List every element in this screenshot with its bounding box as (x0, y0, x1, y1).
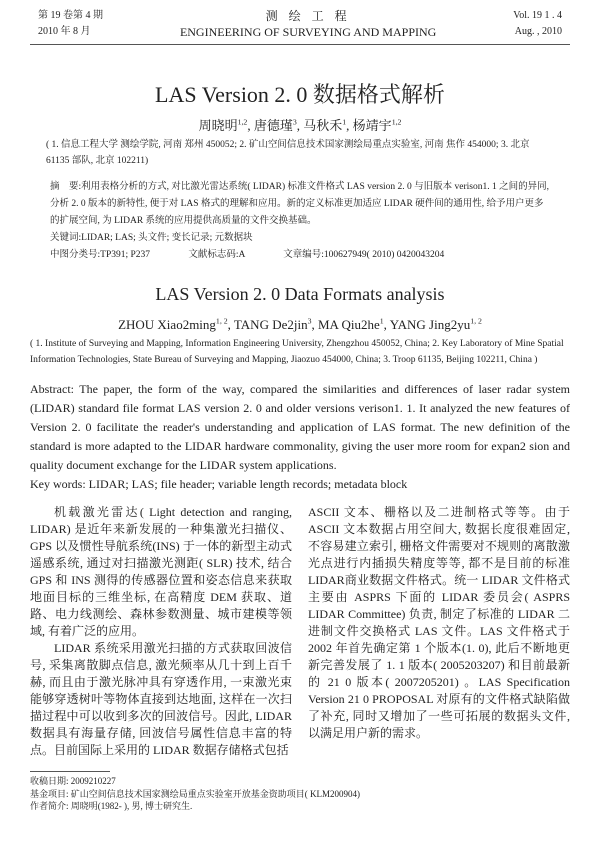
keywords-label: 关键词: (50, 233, 82, 243)
paragraph: ASCII 文本、栅格以及二进制格式等等。由于 ASCII 文本数据占用空间大, 数据长度很难固定, 不容易建立索引, 栅格文件需要对不规则的离散激光点进行内插损失精度等等, 都不是目前的标准 LIDAR商业数据文件格式。统一 LIDAR 文件格式主要由 ASPRS 下面的 LIDAR 委员会( ASPRS LIDAR Committee) 负责, 制定了标准的 LIDAR 二进制文件交换格式 LAS 文件。LAS 文件格式于 2002 年首先确定第 1 个版本(1. 0), 此后不断地更新完善发展了 1. 1 版本( 2005203207) 和目前最新的 21 0 版本( 2007205201) 。LAS Specification Version 21 0 PROPOSAL 对原有的文件格式缺陷做了补充, 同时又增加了一些可拓展的数据头文件, 以满足用户新的需求。 (308, 505, 570, 740)
date-cn: 2010 年 8 月 (38, 26, 91, 37)
funding: 基金项目: 矿山空间信息技术国家测绘局重点实验室开放基金资助项目( KLM200904) (30, 788, 360, 799)
abstract-label: Abstract: (30, 382, 74, 396)
author-bio: 作者简介: 周晓明(1982- ), 男, 博士研究生. (30, 801, 193, 811)
paragraph: LIDAR 系统采用激光扫描的方式获取回波信号, 采集离散脚点信息, 激光频率从几十到上百千赫, 而且由于激光脉冲具有穿透作用, 一束激光束能够穿透树叶等物体直接到达地面, 这样在一次扫描过程中可以收到多次的回波信号。因此, LIDAR 数据具有海量存储, 回波信号属性信息丰富的特点。目前国际上采用的 LIDAR 数据存储格式包括 (30, 641, 292, 757)
author: 马秋禾 (303, 118, 343, 133)
author-sup: 3 (292, 117, 297, 127)
authors-en: ZHOU Xiao2ming$^{1, 2}$, TANG De2jin$^3$, MA $Qiu2he^1$, YANG Jing2yu$^{1, 2}$ (118, 316, 482, 332)
doc-code-label: 文献标志码: (188, 250, 239, 260)
author-sup: 1 (342, 117, 347, 127)
doc-code: A (238, 250, 245, 260)
body-column-right (308, 504, 570, 759)
keywords: LIDAR; LAS; file header; variable length records; metadata block (88, 477, 408, 491)
issue-info-cn (38, 8, 103, 40)
affiliation-cn: ( 1. 信息工程大学 测绘学院, 河南 郑州 450052; 2. 矿山空间信息技术国家测绘局重点实验室, 河南 焦作 454000; 3. 北京 61135 部队, 北京 102211) (46, 140, 530, 166)
clc-number: TP391; P237 (100, 250, 151, 260)
abstract-en (30, 380, 570, 494)
affiliation-en: ( 1. Institute of Surveying and Mapping, Information Engineering University, Zhengzhou 450052, China; 2. Key Laboratory of Mine Spatial Information Technologies, State Bureau of Surveying and Mapping, Jiaozuo 454000, China; 3. Troop 61135, Beijing 102211, China ) (30, 339, 564, 365)
author: YANG Jing2yu (389, 317, 471, 332)
article-no-label: 文章编号: (283, 250, 324, 260)
author-sup: 1, 2 (215, 316, 228, 326)
article-number: 100627949( 2010) 0420043204 (323, 250, 445, 260)
volume-cn: 第 19 卷第 4 期 (38, 10, 103, 21)
date-en: Aug. , 2010 (514, 26, 562, 37)
abstract-text: The paper, the form of the way, compared the similarities and differences of laser radar system (LIDAR) standard file format LAS version 2. 0 and older versions verison1. 1. It analyzed the new features of Version 2. 0 facilitate the reader's understanding and application of LAS format. The new definition of the standard is more adapted to the LIDAR hardware commonality, giving the user more room for expan2 sion and quality document exchange for the LIDAR system applications. (30, 382, 570, 472)
page-header (30, 8, 570, 45)
author-sup: 3 (307, 316, 312, 326)
paragraph: 机载激光雷达( Light detection and ranging, LIDAR) 是近年来新发展的一种集激光扫描仪、GPS 以及惯性导航系统(INS) 于一体的新型主动式遥感系统, 通过对扫描激光测距( SLR) 技术, 结合 GPS 和 INS 测得的传感器位置和姿态信息来获取地面目标的三维坐标, 在高精度 DEM 获取、道路、电力线测绘、森林参数测量、城市建模等领域, 有着广泛的应用。 (30, 505, 292, 638)
clc-label: 中图分类号: (50, 250, 101, 260)
journal-name-en: ENGINEERING OF SURVEYING AND MAPPING (179, 25, 437, 39)
author: 杨靖宇 (352, 118, 392, 133)
author-sup: 1, 2 (470, 316, 482, 326)
abstract-text: 利用表格分析的方式, 对比激光雷达系统( LIDAR) 标准文件格式 LAS version 2. 0 与旧版本 verison1. 1 之间的异同, 分析 2. 0 版本的新特性, 便于对 LAS 格式的理解和应用。新的定义标准更加适应 LIDAR 硬件间的通用性, 给予用户更多的扩展空间, 为 LIDAR 系统的应用提供高质量的文件交换基础。 (50, 182, 549, 226)
author-sup: 1 (379, 316, 384, 326)
body-column-left (30, 504, 292, 759)
abstract-cn (30, 179, 570, 264)
journal-name-cn: 测 绘 工 程 (265, 9, 351, 23)
body-columns (30, 504, 570, 759)
author: MA Qiu2he (318, 317, 380, 332)
author: 唐德瑾 (253, 118, 293, 133)
author-sup: 1,2 (237, 117, 248, 127)
footnotes (30, 775, 570, 813)
author-sup: 1,2 (391, 117, 402, 127)
authors-cn: 周晓明$^{1,2}$, 唐德瑾$^3$, 马秋禾$^1$, 杨靖宇$^{1,2}$ (198, 117, 402, 133)
keywords: LIDAR; LAS; 头文件; 变长记录; 元数据块 (81, 233, 253, 243)
title-cn: LAS Version 2. 0 数据格式解析 (155, 82, 445, 107)
footnote-rule (30, 771, 110, 772)
journal-name (180, 8, 436, 40)
received-date: 收稿日期: 2009210227 (30, 776, 116, 786)
author: ZHOU Xiao2ming (118, 317, 216, 332)
keywords-label: Key words: (30, 477, 86, 491)
issue-info-en (513, 8, 562, 40)
title-en: LAS Version 2. 0 Data Formats analysis (155, 284, 445, 304)
volume-en: Vol. 19 1 . 4 (513, 10, 562, 21)
author: TANG De2jin (233, 317, 308, 332)
author: 周晓明 (198, 118, 238, 133)
abstract-label: 摘 要: (50, 182, 82, 192)
